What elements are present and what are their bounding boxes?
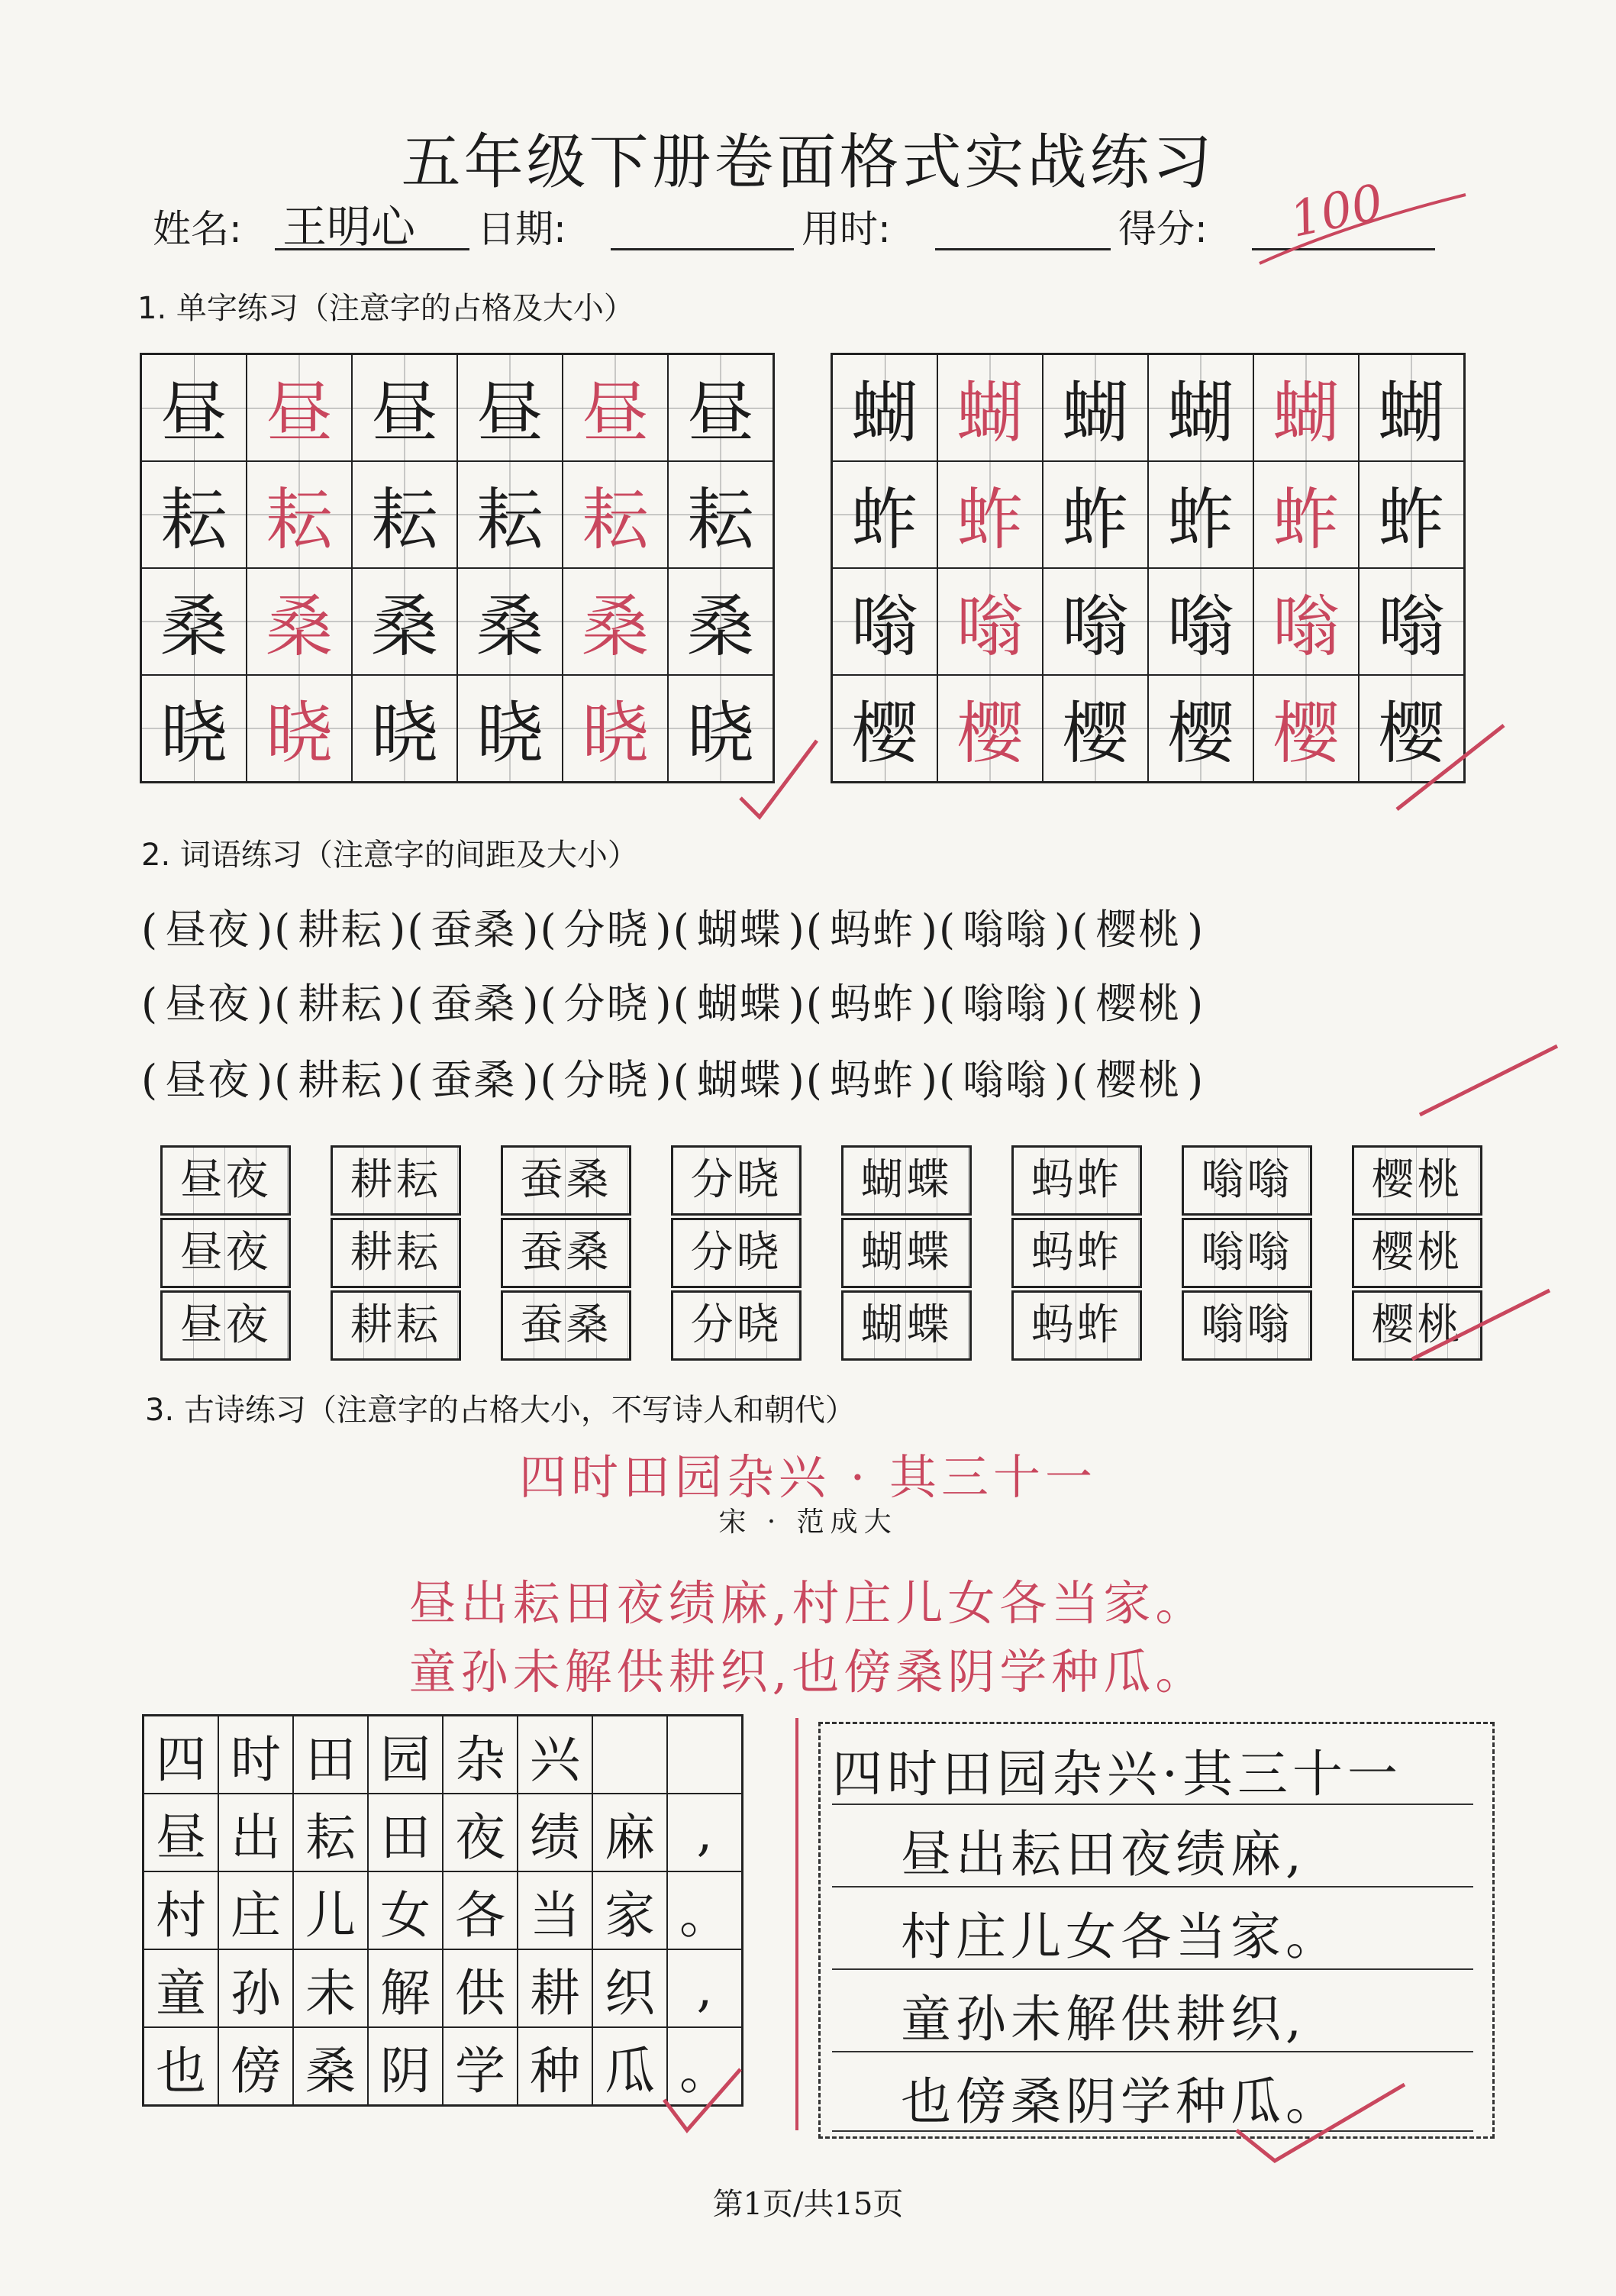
word: 耕耘 [298,1056,384,1104]
poem-cell: 学 [443,2027,518,2106]
paren-close: ) [256,980,275,1028]
word-box: 蚂蚱 [1011,1218,1142,1288]
char-cell: 樱 [1359,675,1465,783]
word-row [141,897,1205,956]
poem-cell: 四 [144,1716,219,1794]
word-box-row [160,1290,1522,1361]
ruled-line [832,1968,1473,1970]
paren-close: ) [788,906,806,954]
char-cell: 耘 [352,461,457,568]
poem-cell: 麻 [592,1794,667,1871]
poem-cell: 当 [518,1871,592,1949]
word: 昼夜 [165,906,251,954]
char-cell: 蝴 [1359,354,1465,462]
poem-cell: 种 [518,2027,592,2106]
word-box-row [160,1145,1522,1216]
char-cell: 樱 [1148,675,1253,783]
word: 耕耘 [298,980,384,1028]
divider [795,1718,798,2130]
paren-open: ( [540,980,558,1028]
time-label: 用时: [802,207,891,251]
paren-open: ( [938,1056,957,1104]
char-cell: 桑 [352,568,457,675]
paren-open: ( [141,906,160,954]
char-cell: 樱 [937,675,1043,783]
ruled-line [832,1886,1473,1887]
word: 蝴蝶 [696,1056,782,1104]
poem-cell [667,1716,743,1794]
char-cell: 昼 [247,354,352,462]
poem-cell: 未 [293,1949,368,2027]
poem-cell [592,1716,667,1794]
poem-cell: 桑 [293,2027,368,2106]
char-cell: 樱 [1253,675,1359,783]
time-line [935,248,1111,250]
name-line [275,248,469,250]
paren-open: ( [805,1056,824,1104]
char-cell: 耘 [247,461,352,568]
char-cell: 蚱 [1359,461,1465,568]
check-mark [1405,1283,1557,1374]
word: 蚂蚱 [829,1056,915,1104]
word-row [141,971,1205,1030]
char-cell: 樱 [1043,675,1148,783]
word: 耕耘 [298,906,384,954]
poem-line-2: 童孙未解供耕织,也傍桑阴学种瓜。 [408,1644,1208,1700]
char-cell: 晓 [352,675,457,783]
word-box-row [160,1218,1522,1288]
paren-close: ) [1187,980,1205,1028]
char-cell: 嗡 [1148,568,1253,675]
check-mark [733,733,824,825]
word: 蚕桑 [431,906,517,954]
paren-open: ( [1072,980,1090,1028]
section1-heading: 1. 单字练习（注意字的占格及大小） [137,291,634,326]
poem-cell: 阴 [368,2027,443,2106]
char-cell: 昼 [668,354,774,462]
char-cell: 耘 [457,461,563,568]
score-value: 100 [1285,174,1389,249]
word-box: 樱桃 [1352,1218,1482,1288]
char-cell: 桑 [563,568,668,675]
char-cell: 晓 [457,675,563,783]
word: 樱桃 [1095,1056,1182,1104]
word-box: 昼夜 [160,1290,291,1361]
paren-close: ) [655,1056,673,1104]
word-box: 蝴蝶 [841,1145,972,1216]
word-box: 嗡嗡 [1182,1290,1312,1361]
word-box: 分晓 [671,1290,802,1361]
poem-cell: 各 [443,1871,518,1949]
check-mark [1389,710,1511,825]
ruled-title: 四时田园杂兴·其三十一 [832,1745,1402,1804]
char-cell: 蝴 [832,354,938,462]
paren-open: ( [805,980,824,1028]
paren-close: ) [389,906,408,954]
score-label: 得分: [1118,207,1208,251]
word: 樱桃 [1095,906,1182,954]
char-cell: 昼 [352,354,457,462]
ruled-line [832,2051,1473,2052]
poem-cell: 傍 [218,2027,293,2106]
char-cell: 樱 [832,675,938,783]
word: 樱桃 [1095,980,1182,1028]
name-value: 王明心 [282,201,416,253]
paren-open: ( [540,906,558,954]
paren-open: ( [938,980,957,1028]
poem-cell: 耕 [518,1949,592,2027]
paren-open: ( [938,906,957,954]
word-box: 嗡嗡 [1182,1218,1312,1288]
char-cell: 昼 [563,354,668,462]
paren-close: ) [522,906,540,954]
paren-close: ) [389,1056,408,1104]
char-cell: 蚱 [832,461,938,568]
poem-line-1: 昼出耘田夜绩麻,村庄儿女各当家。 [408,1575,1208,1631]
char-cell: 晓 [247,675,352,783]
poem-cell: 出 [218,1794,293,1871]
section3-heading: 3. 古诗练习（注意字的占格大小，不写诗人和朝代） [145,1393,856,1428]
word-box: 蚂蚱 [1011,1290,1142,1361]
char-cell: 蝴 [937,354,1043,462]
word-box: 蝴蝶 [841,1218,972,1288]
poem-cell: 村 [144,1871,219,1949]
char-cell: 蚱 [937,461,1043,568]
date-line [611,248,794,250]
poem-cell: 时 [218,1716,293,1794]
poem-cell: 。 [667,2027,743,2106]
poem-cell: 织 [592,1949,667,2027]
poem-cell: , [667,1949,743,2027]
page-title: 五年级下册卷面格式实战练习 [401,128,1215,197]
char-cell: 桑 [668,568,774,675]
paren-open: ( [407,906,425,954]
word-box: 分晓 [671,1145,802,1216]
paren-close: ) [921,906,939,954]
char-cell: 嗡 [1043,568,1148,675]
paren-open: ( [673,906,691,954]
paren-open: ( [274,1056,292,1104]
paren-open: ( [274,980,292,1028]
poem-cell: 田 [293,1716,368,1794]
score-slash [1252,179,1473,271]
char-cell: 蝴 [1043,354,1148,462]
poem-cell: 杂 [443,1716,518,1794]
paren-open: ( [141,980,160,1028]
word-box: 樱桃 [1352,1145,1482,1216]
name-label: 姓名: [153,207,242,251]
char-cell: 桑 [141,568,247,675]
word-box: 昼夜 [160,1145,291,1216]
word-box: 蚕桑 [501,1145,631,1216]
paren-close: ) [522,980,540,1028]
paren-close: ) [655,980,673,1028]
word: 蚕桑 [431,1056,517,1104]
char-cell: 嗡 [937,568,1043,675]
char-cell: 嗡 [1253,568,1359,675]
char-cell: 蝴 [1253,354,1359,462]
paren-close: ) [655,906,673,954]
paren-open: ( [1072,1056,1090,1104]
paren-close: ) [788,1056,806,1104]
char-cell: 桑 [247,568,352,675]
poem-cell: 也 [144,2027,219,2106]
word: 蚂蚱 [829,980,915,1028]
word: 分晓 [563,1056,650,1104]
paren-open: ( [407,1056,425,1104]
paren-close: ) [256,906,275,954]
paren-close: ) [389,980,408,1028]
word: 蚂蚱 [829,906,915,954]
char-cell: 昼 [457,354,563,462]
char-cell: 嗡 [1359,568,1465,675]
word-box: 蚕桑 [501,1290,631,1361]
paren-open: ( [274,906,292,954]
char-cell: 蚱 [1148,461,1253,568]
char-cell: 蚱 [1043,461,1148,568]
poem-cell: , [667,1794,743,1871]
poem-cell: 解 [368,1949,443,2027]
word: 分晓 [563,906,650,954]
poem-cell: 庄 [218,1871,293,1949]
check-mark [656,2062,748,2138]
poem-grid [142,1714,743,2107]
poem-cell: 耘 [293,1794,368,1871]
char-cell: 耘 [141,461,247,568]
poem-cell: 园 [368,1716,443,1794]
poem-cell: 儿 [293,1871,368,1949]
poem-cell: 田 [368,1794,443,1871]
char-cell: 晓 [563,675,668,783]
paren-open: ( [540,1056,558,1104]
check-mark [1229,2077,1412,2168]
poem-cell: 绩 [518,1794,592,1871]
poem-author: 宋 · 范成大 [718,1506,898,1538]
poem-cell: 孙 [218,1949,293,2027]
paren-close: ) [1054,906,1072,954]
poem-title: 四时田园杂兴 · 其三十一 [518,1449,1098,1505]
word: 昼夜 [165,1056,251,1104]
word-box: 樱桃 [1352,1290,1482,1361]
paren-open: ( [673,980,691,1028]
ruled-line-3: 童孙未解供耕织, [901,1990,1306,2049]
word-box: 耕耘 [331,1218,461,1288]
poem-cell: 兴 [518,1716,592,1794]
char-cell: 蚱 [1253,461,1359,568]
page-footer: 第1页/共15页 [712,2187,904,2222]
word-box: 耕耘 [331,1145,461,1216]
ruled-line [832,1804,1473,1805]
word: 嗡嗡 [963,1056,1049,1104]
word-box: 耕耘 [331,1290,461,1361]
word: 蝴蝶 [696,906,782,954]
paren-close: ) [256,1056,275,1104]
paren-close: ) [522,1056,540,1104]
word: 昼夜 [165,980,251,1028]
poem-cell: 夜 [443,1794,518,1871]
paren-close: ) [1054,1056,1072,1104]
ruled-line-2: 村庄儿女各当家。 [901,1907,1340,1966]
char-cell: 昼 [141,354,247,462]
poem-cell: 童 [144,1949,219,2027]
char-grid-left [140,353,775,783]
word: 蝴蝶 [696,980,782,1028]
paren-close: ) [1187,906,1205,954]
word-box: 分晓 [671,1218,802,1288]
word-box: 嗡嗡 [1182,1145,1312,1216]
word: 蚕桑 [431,980,517,1028]
ruled-line-1: 昼出耘田夜绩麻, [901,1825,1306,1884]
poem-cell: 家 [592,1871,667,1949]
word: 嗡嗡 [963,980,1049,1028]
paren-open: ( [141,1056,160,1104]
char-grid-right [831,353,1466,783]
paren-open: ( [805,906,824,954]
paren-close: ) [921,980,939,1028]
paren-open: ( [673,1056,691,1104]
check-mark [1412,1038,1565,1130]
char-cell: 耘 [668,461,774,568]
char-cell: 晓 [141,675,247,783]
paren-close: ) [788,980,806,1028]
char-cell: 耘 [563,461,668,568]
date-label: 日期: [477,207,566,251]
poem-cell: 供 [443,1949,518,2027]
poem-cell: 昼 [144,1794,219,1871]
paren-open: ( [407,980,425,1028]
ruled-line-4: 也傍桑阴学种瓜。 [901,2072,1340,2131]
word-box: 昼夜 [160,1218,291,1288]
word-box: 蝴蝶 [841,1290,972,1361]
paren-close: ) [1187,1056,1205,1104]
word-box: 蚂蚱 [1011,1145,1142,1216]
paren-open: ( [1072,906,1090,954]
paren-close: ) [1054,980,1072,1028]
char-cell: 晓 [668,675,774,783]
char-cell: 嗡 [832,568,938,675]
word-row [141,1048,1205,1106]
char-cell: 蝴 [1148,354,1253,462]
poem-cell: 瓜 [592,2027,667,2106]
word: 分晓 [563,980,650,1028]
poem-cell: 。 [667,1871,743,1949]
section2-heading: 2. 词语练习（注意字的间距及大小） [141,838,638,873]
char-cell: 桑 [457,568,563,675]
word-box: 蚕桑 [501,1218,631,1288]
paren-close: ) [921,1056,939,1104]
poem-cell: 女 [368,1871,443,1949]
word: 嗡嗡 [963,906,1049,954]
